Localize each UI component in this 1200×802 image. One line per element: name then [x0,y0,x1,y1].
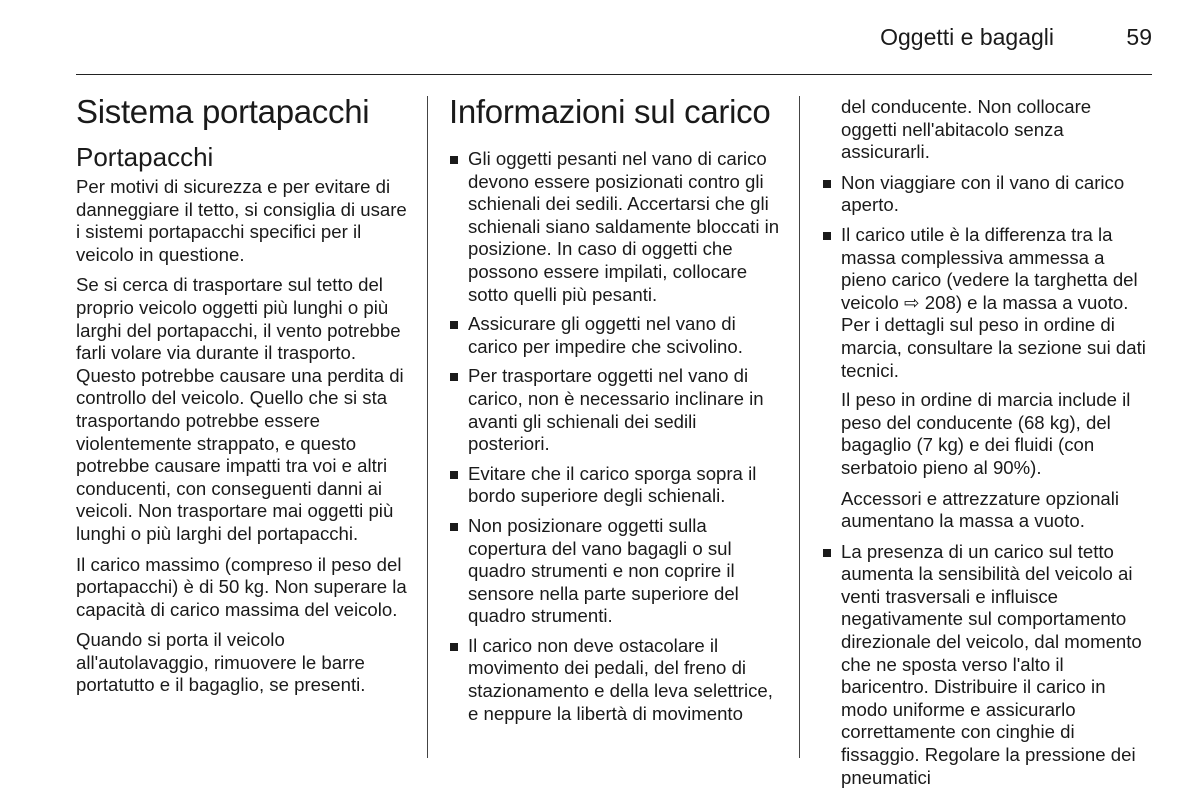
list-item-text: Non posizionare oggetti sulla copertura del vano bagagli o sul quadro strumenti e non coprire il sensore nella parte superiore del quadro strumenti. [468,514,739,627]
bullet-list [822,172,1152,382]
paragraph: Accessori e attrezzature opzionali aumentano la massa a vuoto. [841,487,1120,532]
column-divider-left [427,96,428,758]
bullet-list [822,541,1152,790]
column-right [822,96,1152,796]
header-divider [76,74,1152,75]
subsection-heading: Portapacchi [76,142,214,172]
list-item-text: Gli oggetti pesanti nel vano di carico devono essere posizionati contro gli schienali dei sedili. Accertarsi che gli schienali siano saldamente bloccati in posizione. In caso di oggetti che possono essere impilati, collocare sotto quelli più pesanti. [468,148,780,305]
bullet-icon [450,471,458,479]
paragraph: Per motivi di sicurezza e per evitare di danneggiare il tetto, si consiglia di usare i sistemi portapacchi specifici per il veicolo in questione. [76,176,407,265]
list-item [822,541,1152,790]
bullet-icon [450,321,458,329]
page-number: 59 [1126,24,1152,50]
list-item [449,148,782,306]
column-divider-right [799,96,800,758]
list-item-text: Assicurare gli oggetti nel vano di carico per impedire che scivolino. [468,313,743,357]
bullet-icon [823,180,831,188]
bullet-icon [450,643,458,651]
paragraph: Il carico massimo (compreso il peso del portapacchi) è di 50 kg. Non superare la capacità di carico massima del veicolo. [76,553,407,620]
column-left [76,90,411,705]
paragraph: Se si cerca di trasportare sul tetto del proprio veicolo oggetti più lunghi o più larghi del portapacchi, il vento potrebbe farli volare via durante il trasporto. Questo potrebbe causare una perdita di controllo del veicolo. Quello che si sta trasportando potrebbe essere violentemente strappato, e questo potrebbe causare impatti tra voi e altri conducenti, con conseguenti danni ai veicoli. Non trasportare mai oggetti più lunghi o più larghi del portapacchi. [76,274,404,544]
list-item [449,313,782,358]
bullet-icon [823,232,831,240]
list-item-text: Il carico utile è la differenza tra la massa complessiva ammessa a pieno carico (vedere la targhetta del veicolo ⇨ 208) e la massa a vuoto. Per i dettagli sul peso in ordine di marcia, consultare la sezione sui dati tecnici. [841,223,1146,381]
list-item-text: Evitare che il carico sporga sopra il bordo superiore degli schienali. [468,462,757,507]
list-item-text: Il carico non deve ostacolare il movimento dei pedali, del freno di stazionamento e della leva selettrice, e neppure la libertà di movimento [468,634,773,724]
list-item [449,365,782,455]
section-heading: Sistema portapacchi [76,93,370,130]
list-item [822,224,1152,382]
bullet-icon [823,549,831,557]
section-heading: Informazioni sul carico [449,93,771,130]
list-item-text: Non viaggiare con il vano di carico aperto. [841,171,1125,216]
list-item [449,463,782,508]
bullet-list [449,148,782,725]
bullet-icon [450,156,458,164]
bullet-icon [450,373,458,381]
paragraph: Il peso in ordine di marcia include il peso del conducente (68 kg), del bagaglio (7 kg) e dei fluidi (con serbatoio pieno al 90%). [841,389,1131,478]
paragraph: Quando si porta il veicolo all'autolavaggio, rimuovere le barre portatutto e il bagaglio, se presenti. [76,629,366,696]
list-item-text: La presenza di un carico sul tetto aumenta la sensibilità del veicolo ai venti trasversali e influisce negativamente sul comportamento direzionale del veicolo, dal momento che ne sposta verso l'alto il baricentro. Distribuire il carico in modo uniforme e assicurarlo correttamente con cinghie di fissaggio. Regolare la pressione dei pneumatici [841,540,1142,788]
list-item [449,515,782,628]
list-item-text: Per trasportare oggetti nel vano di carico, non è necessario inclinare in avanti gli schienali dei sedili posteriori. [468,365,764,455]
section-title: Oggetti e bagagli [880,24,1054,50]
list-item [449,635,782,725]
column-middle [449,90,782,732]
continued-text: del conducente. Non collocare oggetti nell'abitacolo senza assicurarli. [841,96,1092,163]
list-item [822,172,1152,217]
bullet-icon [450,523,458,531]
